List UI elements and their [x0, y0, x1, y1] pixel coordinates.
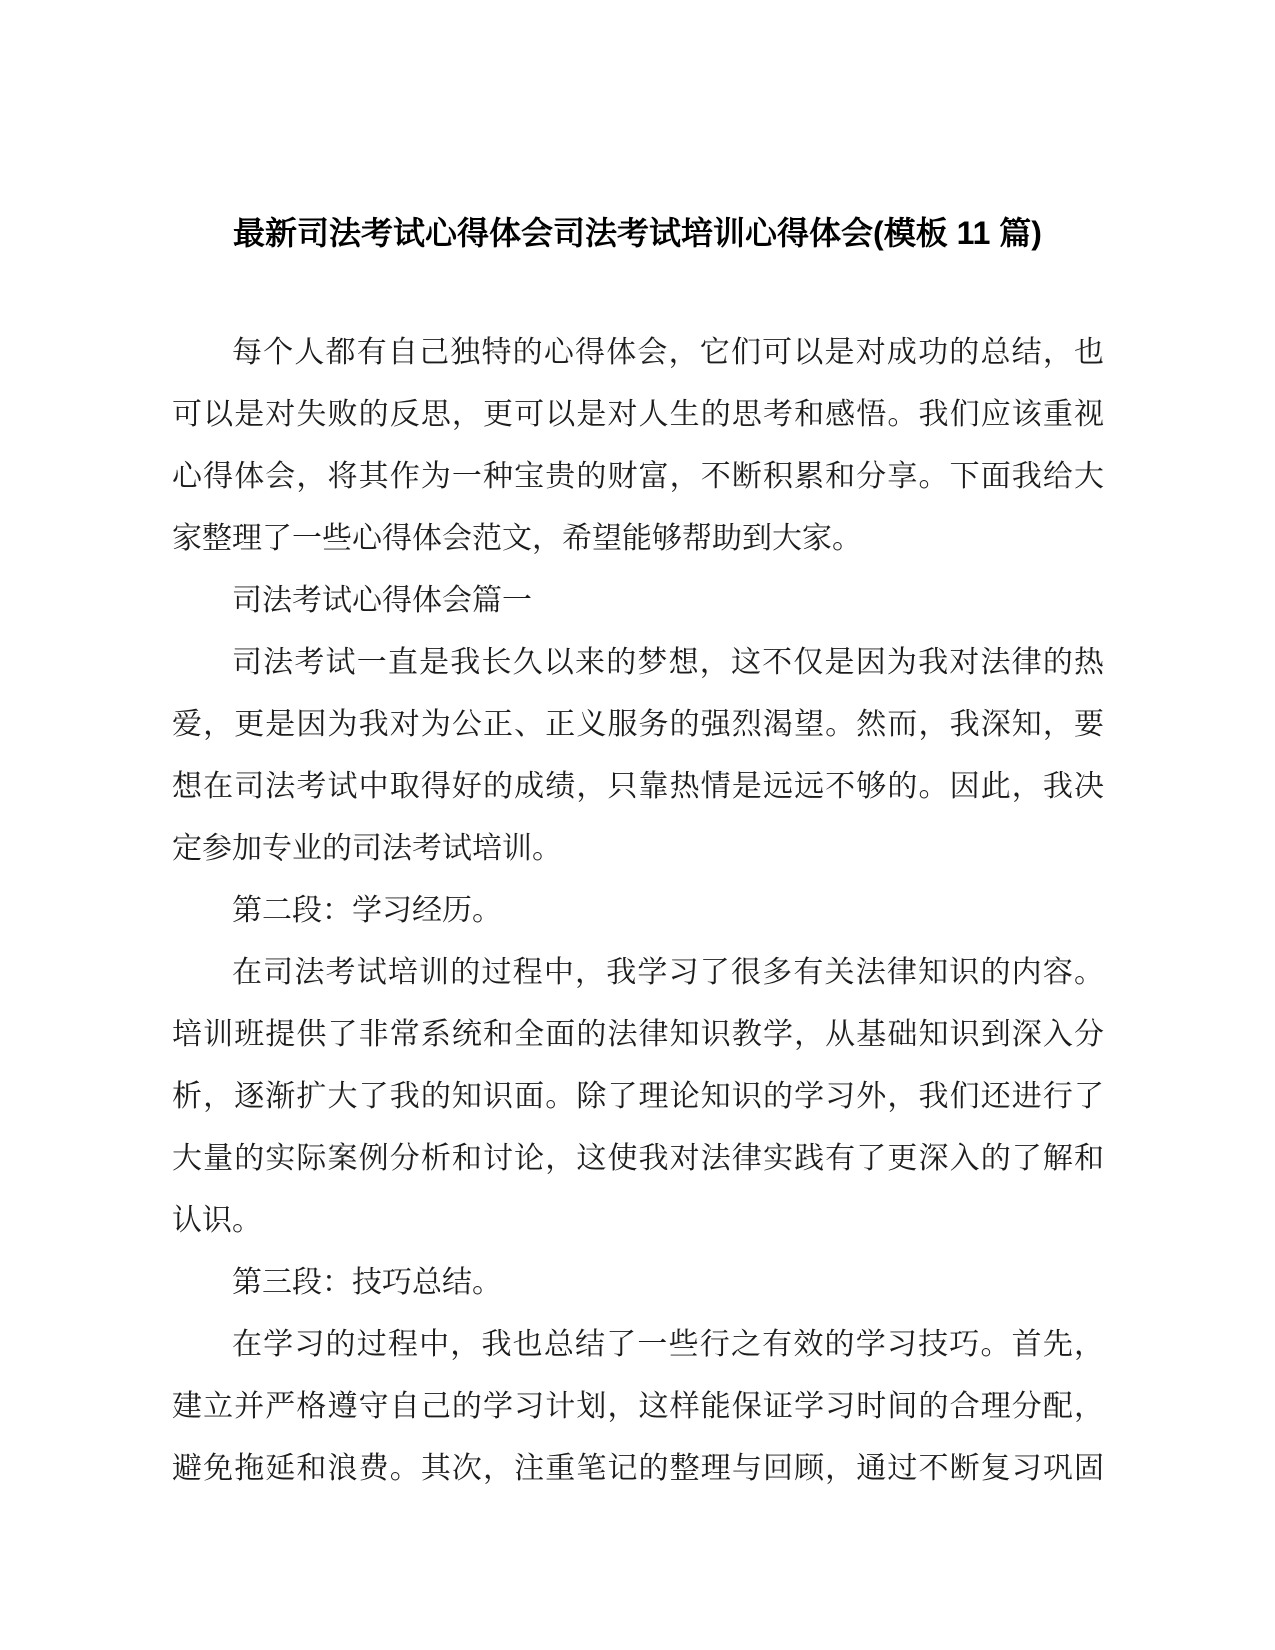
text-line: 大量的实际案例分析和讨论，这使我对法律实践有了更深入的了解和 — [172, 1142, 1104, 1175]
text-line: 可以是对失败的反思，更可以是对人生的思考和感悟。我们应该重视 — [172, 398, 1104, 431]
text-line: 第三段：技巧总结。 — [232, 1266, 502, 1299]
text-line: 家整理了一些心得体会范文，希望能够帮助到大家。 — [172, 522, 862, 555]
text-line: 建立并严格遵守自己的学习计划，这样能保证学习时间的合理分配， — [172, 1390, 1104, 1423]
text-line: 培训班提供了非常系统和全面的法律知识教学，从基础知识到深入分 — [172, 1018, 1104, 1051]
text-line: 在学习的过程中，我也总结了一些行之有效的学习技巧。首先， — [232, 1328, 1104, 1361]
text-line: 在司法考试培训的过程中，我学习了很多有关法律知识的内容。 — [232, 956, 1104, 989]
text-line: 第二段：学习经历。 — [232, 894, 502, 927]
text-line: 司法考试心得体会篇一 — [232, 584, 532, 617]
text-line: 每个人都有自己独特的心得体会，它们可以是对成功的总结，也 — [232, 336, 1104, 369]
text-line: 避免拖延和浪费。其次，注重笔记的整理与回顾，通过不断复习巩固 — [172, 1452, 1104, 1485]
text-line: 析，逐渐扩大了我的知识面。除了理论知识的学习外，我们还进行了 — [172, 1080, 1104, 1113]
text-line: 司法考试一直是我长久以来的梦想，这不仅是因为我对法律的热 — [232, 646, 1104, 679]
text-line: 认识。 — [172, 1204, 262, 1237]
text-line: 爱，更是因为我对为公正、正义服务的强烈渴望。然而，我深知，要 — [172, 708, 1104, 741]
text-line: 心得体会，将其作为一种宝贵的财富，不断积累和分享。下面我给大 — [172, 460, 1104, 493]
document-body — [172, 322, 1104, 1500]
text-line: 定参加专业的司法考试培训。 — [172, 832, 562, 865]
text-line: 想在司法考试中取得好的成绩，只靠热情是远远不够的。因此，我决 — [172, 770, 1104, 803]
document-title: 最新司法考试心得体会司法考试培训心得体会(模板 11 篇) — [233, 215, 1042, 251]
